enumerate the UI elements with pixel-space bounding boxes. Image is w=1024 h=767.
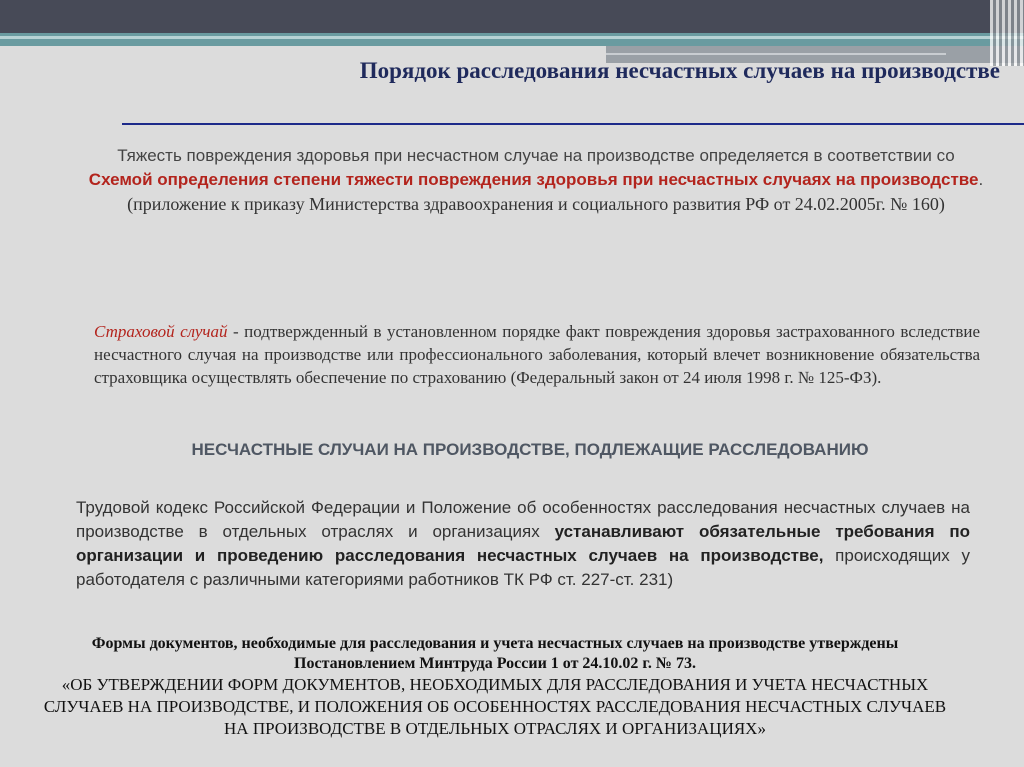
labor-code-end: происходящих у работодателя с различными категориями работников ТК РФ ст. 227-ст. 231) [76, 546, 970, 589]
grey-highlight [606, 53, 946, 55]
labor-code-start: Трудовой кодекс Российской Федерации и Положение об особенностях расследования несчастных случаев на производстве в отдельных отраслях и организациях [76, 498, 970, 541]
decorative-stripes [990, 0, 1024, 66]
teal-highlight [0, 36, 1024, 39]
severity-scheme-highlight: Схемой определения степени тяжести повреждения здоровья при несчастных случаях на производстве [88, 170, 979, 189]
teal-band [0, 33, 1024, 46]
forms-bold-line-1: Формы документов, необходимые для расследования и учета несчастных случаев на производстве утверждены [91, 635, 899, 652]
severity-intro: Тяжесть повреждения здоровья при несчастном случае на производстве определяется в соответствии со [117, 146, 955, 165]
top-bar [0, 0, 1024, 33]
severity-period: . [978, 170, 984, 189]
severity-paragraph [76, 144, 996, 217]
section-heading: НЕСЧАСТНЫЕ СЛУЧАИ НА ПРОИЗВОДСТВЕ, ПОДЛЕЖАЩИЕ РАССЛЕДОВАНИЮ [191, 440, 869, 459]
insurance-case-text: подтвержденный в установленном порядке факт повреждения здоровья застрахованного вследствие несчастного случая на производстве или профессионального заболевания, который влечет возникновение обязательства страховщика осуществлять обеспечение по страхованию (Федеральный закон от 24 июля 1998 г. № 125-ФЗ). [94, 322, 980, 387]
slide-title: Порядок расследования несчастных случаев на производстве [359, 58, 1000, 83]
labor-code-bold: устанавливают обязательные требования по организации и проведению расследования несчастных случаев на производстве [76, 522, 970, 565]
document-forms-paragraph [30, 634, 960, 740]
labor-code-comma: , [818, 546, 824, 565]
labor-code-paragraph [76, 496, 970, 592]
title-underline [122, 123, 1024, 125]
forms-resolution-title: «ОБ УТВЕРЖДЕНИИ ФОРМ ДОКУМЕНТОВ, НЕОБХОДИМЫХ ДЛЯ РАССЛЕДОВАНИЯ И УЧЕТА НЕСЧАСТНЫХ СЛУЧАЕВ НА ПРОИЗВОДСТВЕ, И ПОЛОЖЕНИЯ ОБ ОСОБЕННОСТЯХ РАССЛЕДОВАНИЯ НЕСЧАСТНЫХ СЛУЧАЕВ НА ПРОИЗВОДСТВЕ В ОТДЕЛЬНЫХ ОТРАСЛЯХ И ОРГАНИЗАЦИЯХ» [43, 675, 947, 738]
insurance-case-dash: - [227, 322, 245, 341]
severity-reference: (приложение к приказу Министерства здравоохранения и социального развития РФ от 24.02.2005г. № 160) [127, 194, 945, 214]
insurance-case-term: Страховой случай [94, 322, 228, 341]
forms-bold-line-2: Постановлением Минтруда России 1 от 24.10.02 г. № 73. [294, 655, 696, 672]
insurance-case-paragraph [94, 320, 980, 389]
